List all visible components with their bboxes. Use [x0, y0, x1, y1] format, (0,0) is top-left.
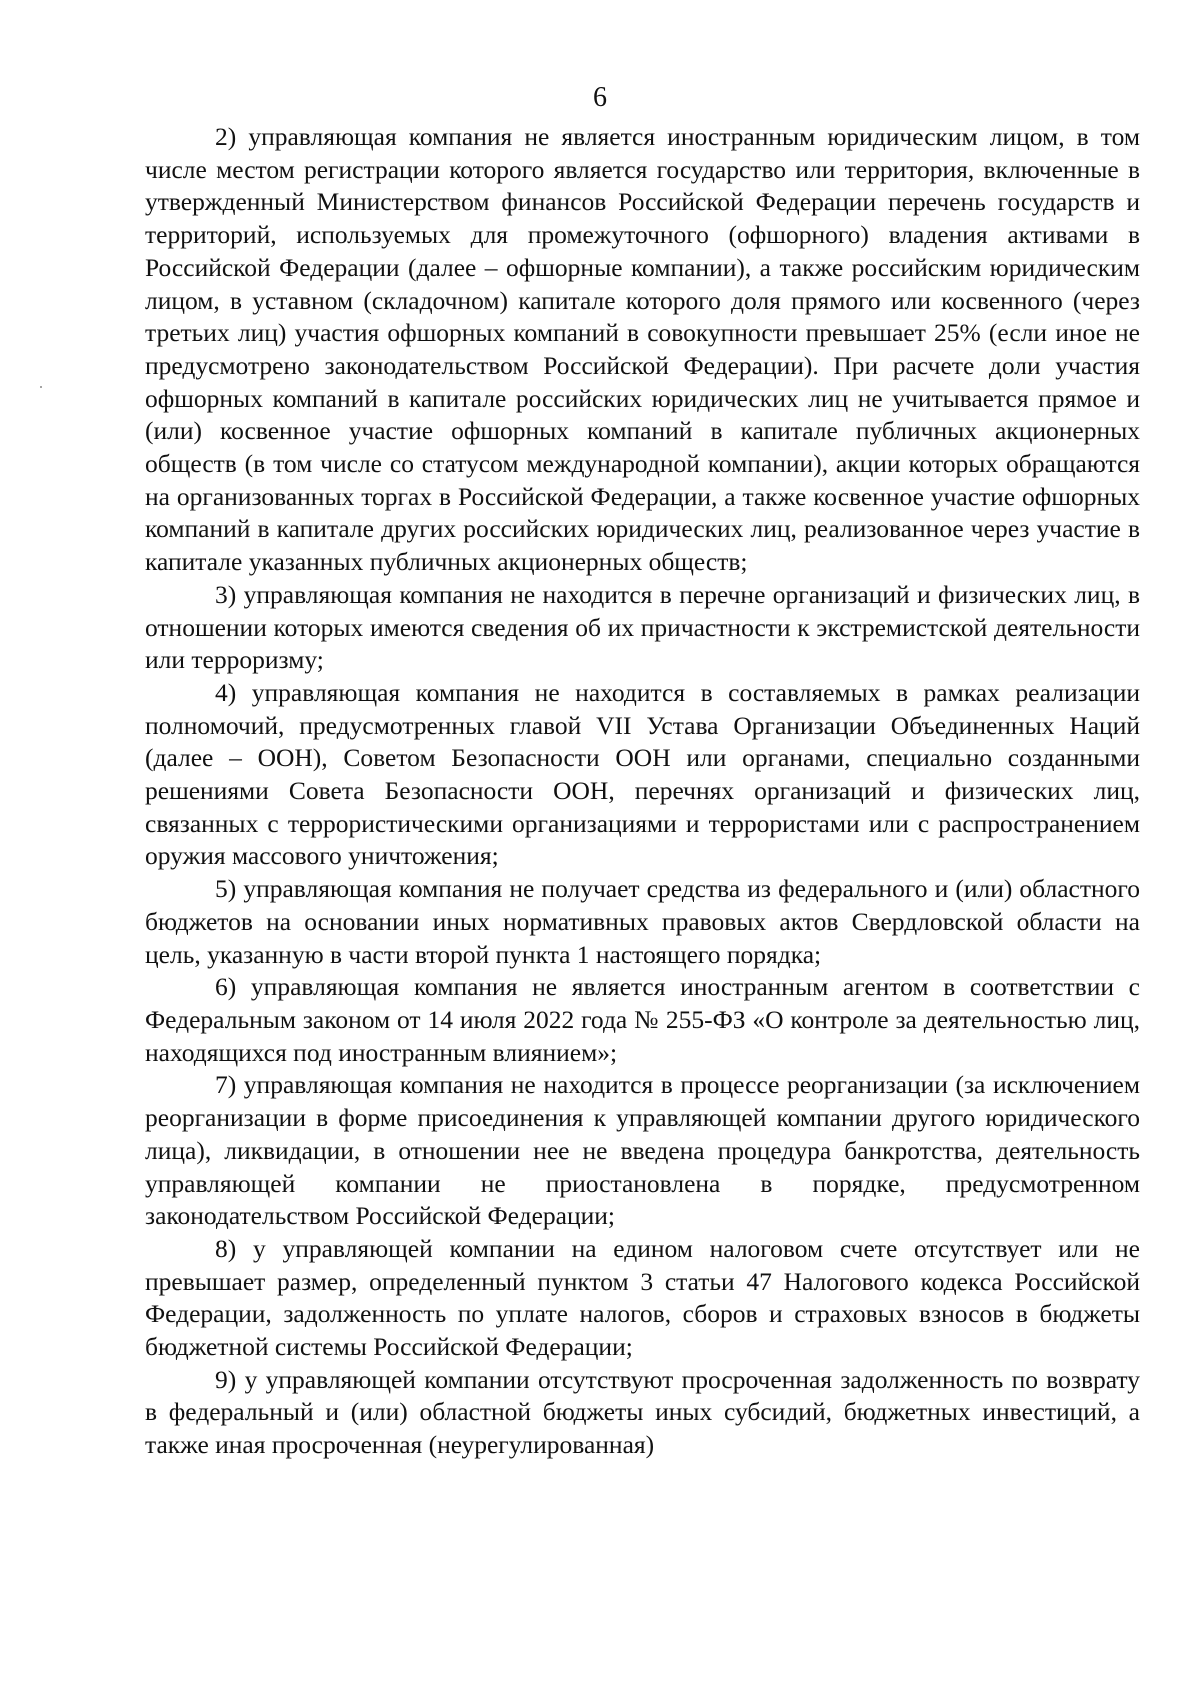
paragraph-item-7: 7) управляющая компания не находится в процессе реорганизации (за исключением реорганизации в форме присоединения к управляющей компании другого юридического лица), ликвидации, в отношении нее не введена процедура банкротства, деятельность управляющей компании не приостановлена в порядке, предусмотренном законодательством Российской Федерации; [145, 1070, 1140, 1231]
paragraph-item-8: 8) у управляющей компании на едином налоговом счете отсутствует или не превышает размер, определенный пунктом 3 статьи 47 Налогового кодекса Российской Федерации, задолженность по уплате налогов, сборов и страховых взносов в бюджеты бюджетной системы Российской Федерации; [145, 1233, 1140, 1362]
paragraph-item-9-partial: 9) у управляющей компании отсутствуют просроченная задолженность по возврату в федеральный и (или) областной бюджеты иных субсидий, бюджетных инвестиций, а также иная просроченная (неурегулированная) [145, 1364, 1140, 1460]
document-body [145, 121, 1140, 1462]
page-number: 6 [593, 82, 607, 113]
paragraph-item-6: 6) управляющая компания не является иностранным агентом в соответствии с Федеральным законом от 14 июля 2022 года № 255-ФЗ «О контроле за деятельностью лиц, находящихся под иностранным влиянием»; [145, 972, 1140, 1067]
paragraph-item-4: 4) управляющая компания не находится в составляемых в рамках реализации полномочий, предусмотренных главой VII Устава Организации Объединенных Наций (далее – ООН), Советом Безопасности ООН или органами, специально созданными решениями Совета Безопасности ООН, перечнях организаций и физических лиц, связанных с террористическими организациями и террористами или с распространением оружия массового уничтожения; [145, 677, 1140, 871]
scan-speck [40, 386, 42, 388]
paragraph-item-3: 3) управляющая компания не находится в перечне организаций и физических лиц, в отношении которых имеются сведения об их причастности к экстремистской деятельности или терроризму; [145, 579, 1140, 675]
paragraph-item-2: 2) управляющая компания не является иностранным юридическим лицом, в том числе местом регистрации которого является государство или территория, включенные в утвержденный Министерством финансов Российской Федерации перечень государств и территорий, используемых для промежуточного (офшорного) владения активами в Российской Федерации (далее – офшорные компании), а также российским юридическим лицом, в уставном (складочном) капитале которого доля прямого или косвенного (через третьих лиц) участия офшорных компаний в совокупности превышает 25% (если иное не предусмотрено законодательством Российской Федерации). При расчете доли участия офшорных компаний в капитале российских юридических лиц не учитывается прямое и (или) косвенное участие офшорных компаний в капитале публичных акционерных обществ (в том числе со статусом международной компании), акции которых обращаются на организованных торгах в Российской Федерации, а также косвенное участие офшорных компаний в капитале других российских юридических лиц, реализованное через участие в капитале указанных публичных акционерных обществ; [145, 122, 1140, 577]
paragraph-item-5: 5) управляющая компания не получает средства из федерального и (или) областного бюджетов на основании иных нормативных правовых актов Свердловской области на цель, указанную в части второй пункта 1 настоящего порядка; [145, 874, 1140, 969]
